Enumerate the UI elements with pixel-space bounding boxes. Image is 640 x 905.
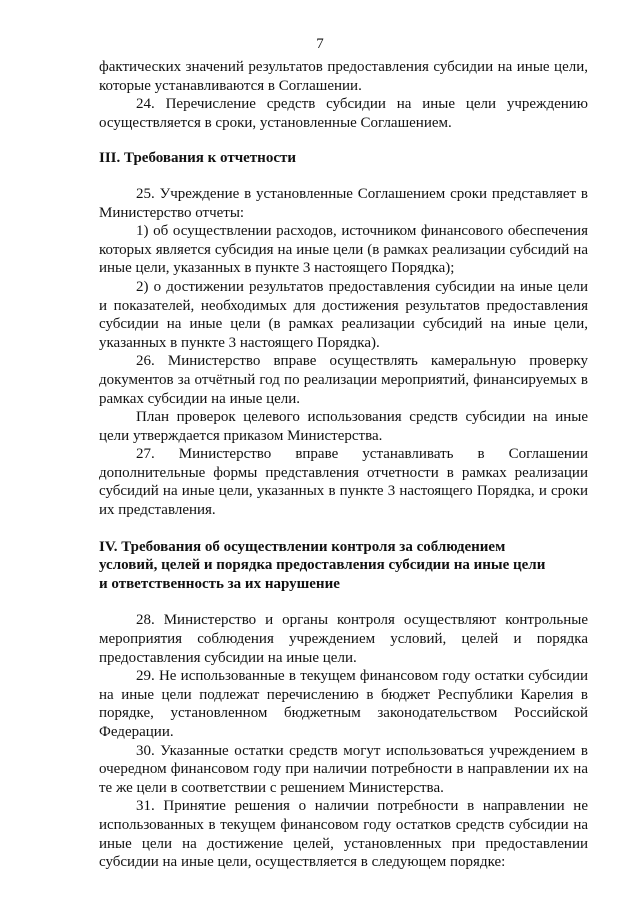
paragraph-25-item-1: 1) об осуществлении расходов, источником финансового обеспечения которых является субсидия на иные цели (в рамках реализации субсидий на иные цели, указанных в пункте 3 настоящего Порядка); [99,223,588,277]
paragraph-31: 31. Принятие решения о наличии потребности в направлении не использованных в текущем финансовом году остатков средств субсидии на иные цели на достижение целей, установленных при предоставлении субсидии на иные цели, осуществляется в следующем порядке: [99,798,588,871]
paragraph-30: 30. Указанные остатки средств могут использоваться учреждением в очередном финансовом году при наличии потребности в направлении их на те же цели в соответствии с решением Министерства. [99,742,588,796]
section-3-heading: III. Требования к отчетности [99,150,296,167]
document-body [99,58,588,872]
section-4-heading [99,538,588,594]
paragraph-26: 26. Министерство вправе осуществлять камеральную проверку документов за отчётный год по реализации мероприятий, финансируемых в рамках субсидии на иные цели. [99,353,588,407]
section-4-heading-line-3: и ответственность за их нарушение [99,575,340,592]
paragraph-27: 27. Министерство вправе устанавливать в Соглашении дополнительные формы представления отчетности в рамках реализации субсидий на иные цели, указанных в пункте 3 настоящего Порядка, и сроки их представления. [99,446,588,519]
paragraph-29: 29. Не использованные в текущем финансовом году остатки субсидии на иные цели подлежат перечислению в бюджет Республики Карелия в порядке, установленном бюджетным законодательством Российской Федерации. [99,668,588,740]
paragraph-continuation: фактических значений результатов предоставления субсидии на иные цели, которые устанавливаются в Соглашении. [99,59,588,94]
paragraph-25: 25. Учреждение в установленные Соглашением сроки представляет в Министерство отчеты: [99,185,588,221]
paragraph-25-item-2: 2) о достижении результатов предоставления субсидии на иные цели и показателей, необходимых для достижения результатов предоставления субсидии на иные цели (в рамках реализации субсидий на иные цели, указанных в пункте 3 настоящего Порядка). [99,278,588,351]
paragraph-28: 28. Министерство и органы контроля осуществляют контрольные мероприятия соблюдения учреждением условий, целей и порядка предоставления субсидии на иные цели. [99,612,588,666]
section-4-heading-line-2: условий, целей и порядка предоставления субсидии на иные цели [99,557,546,574]
paragraph-24: 24. Перечисление средств субсидии на иные цели учреждению осуществляется в сроки, установленные Соглашением. [99,96,588,131]
paragraph-26-plan: План проверок целевого использования средств субсидии на иные цели утверждается приказом Министерства. [99,409,588,444]
section-4-heading-line-1: IV. Требования об осуществлении контроля за соблюдением [99,538,506,555]
page-number: 7 [316,36,324,52]
